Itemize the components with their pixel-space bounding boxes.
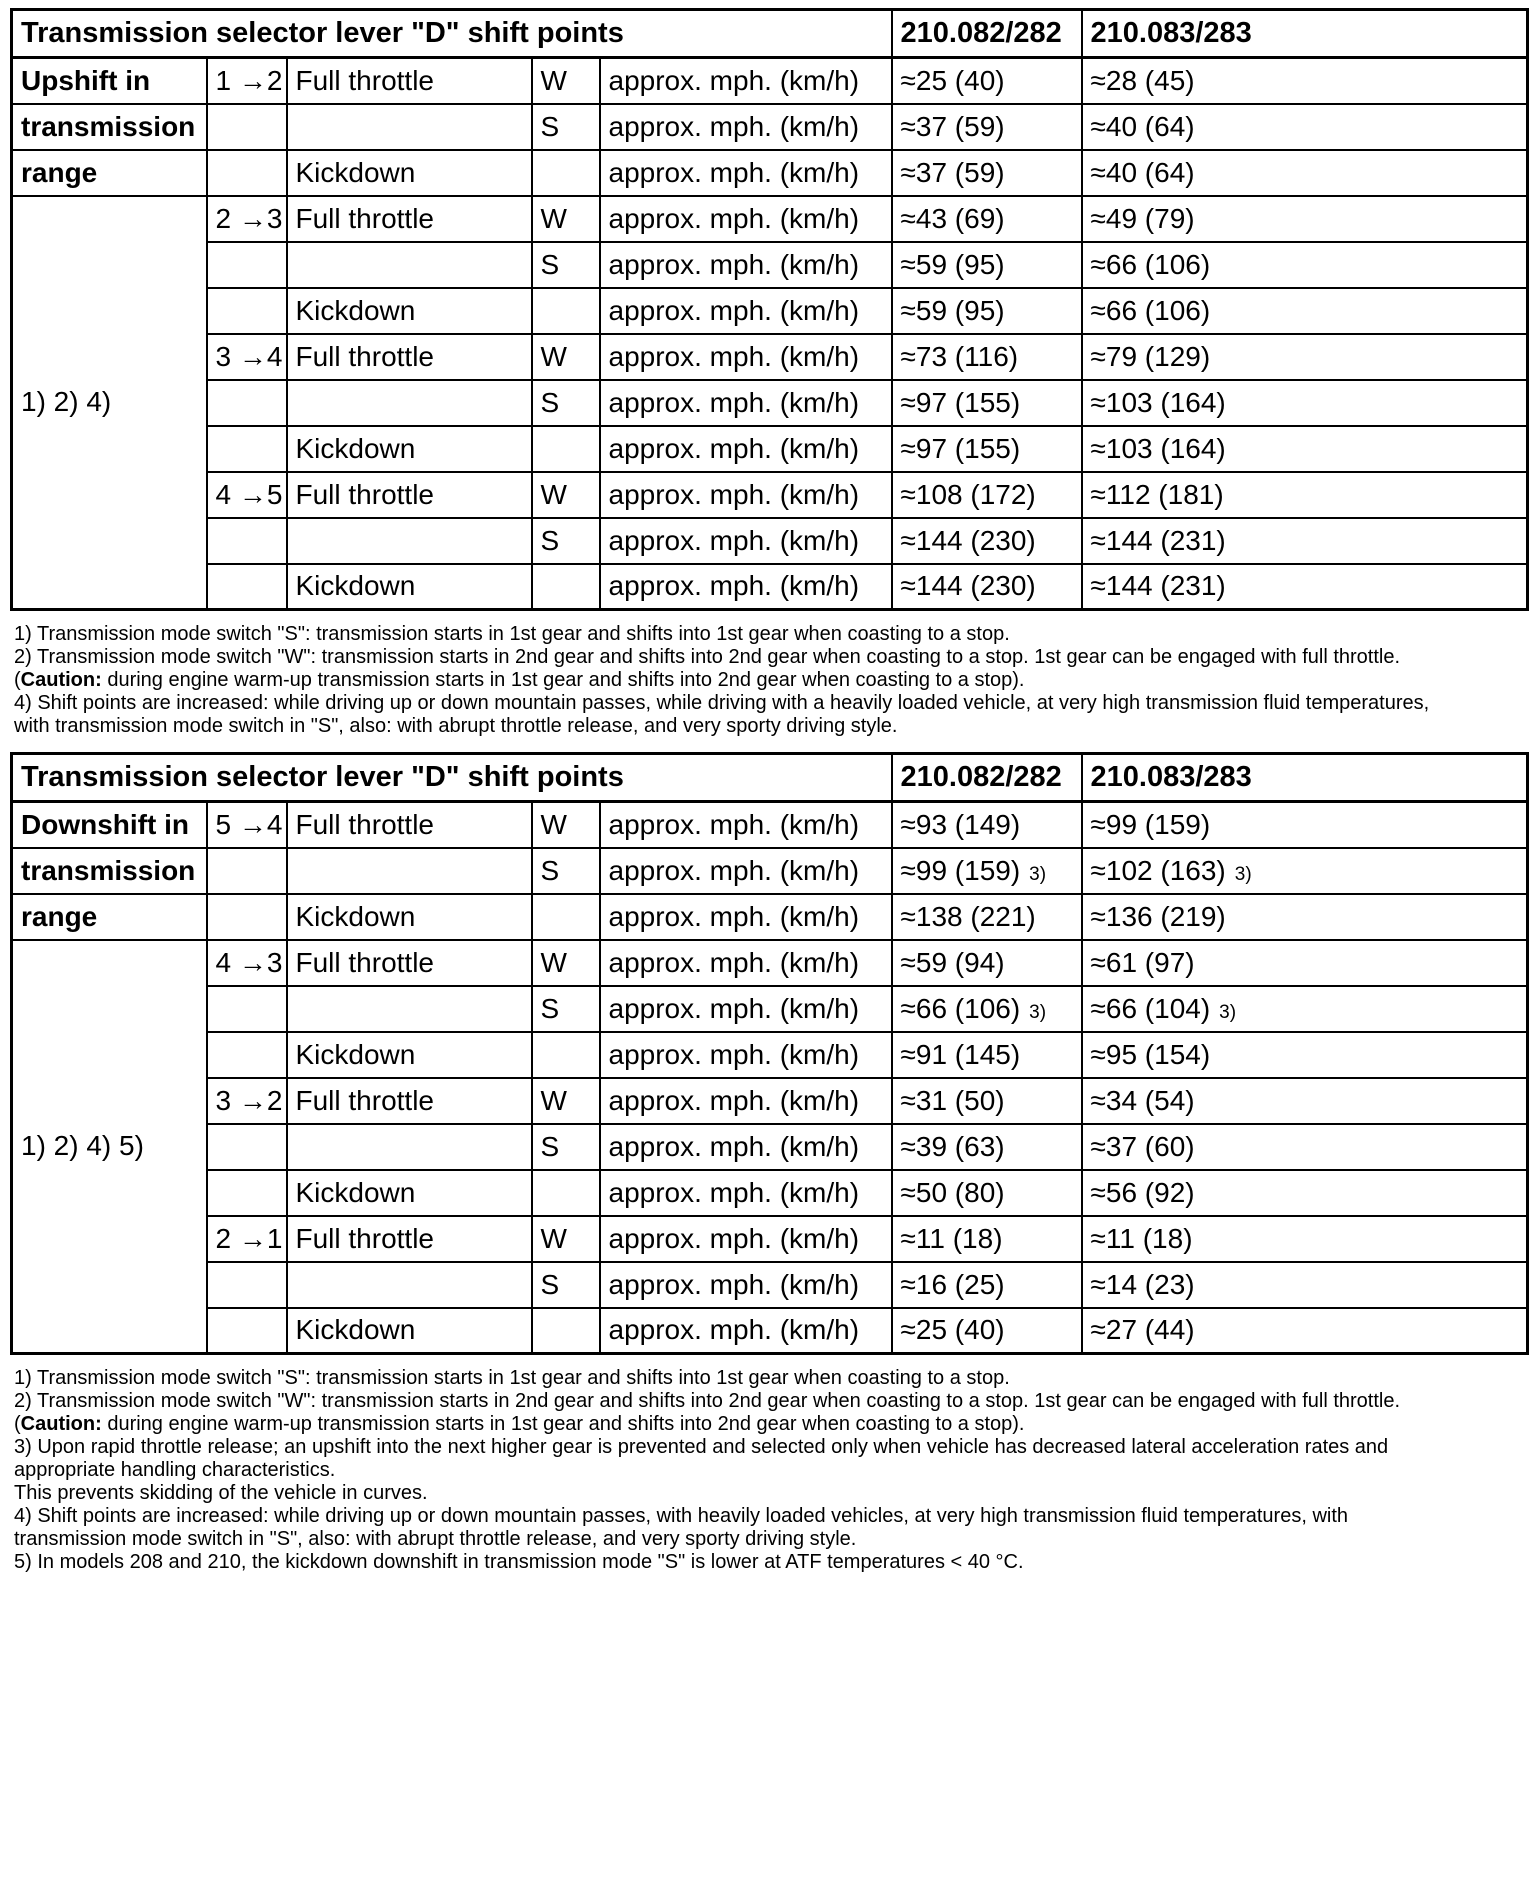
footnote-marker: 3) bbox=[1029, 1001, 1047, 1023]
footnote-text: during engine warm-up transmission starts in 1st gear and shifts into 2nd gear when coasting to a stop). bbox=[101, 669, 1025, 691]
unit-cell: approx. mph. (km/h) bbox=[600, 242, 892, 288]
throttle-condition-cell bbox=[287, 380, 532, 426]
footnote-marker: 3) bbox=[1219, 1001, 1237, 1023]
throttle-condition-cell: Full throttle bbox=[287, 334, 532, 380]
shift-speed-value: ≈59 (95) bbox=[900, 248, 1005, 280]
value-cell-210083 bbox=[1082, 802, 1528, 848]
value-cell-210082 bbox=[892, 472, 1082, 518]
table-row bbox=[12, 1262, 1528, 1308]
unit-cell: approx. mph. (km/h) bbox=[600, 426, 892, 472]
shift-speed-value: ≈40 (64) bbox=[1090, 110, 1195, 142]
table-row bbox=[12, 1308, 1528, 1354]
value-cell-210083 bbox=[1082, 104, 1528, 150]
table-row bbox=[12, 150, 1528, 196]
footnote-ref-cell: 1) 2) 4) 5) bbox=[12, 940, 207, 1354]
downshift-footnotes bbox=[14, 1367, 1526, 1574]
footnote-text: This prevents skidding of the vehicle in curves. bbox=[14, 1482, 428, 1504]
value-cell-210083 bbox=[1082, 58, 1528, 104]
shift-speed-value: ≈73 (116) bbox=[900, 340, 1019, 372]
value-cell-210082 bbox=[892, 894, 1082, 940]
gear-shift-cell: 4 →3 bbox=[207, 940, 287, 986]
footnote-text: Caution: bbox=[20, 1413, 102, 1435]
footnote-text: transmission mode switch in "S", also: with abrupt throttle release, and very sporty driving style. bbox=[14, 1528, 857, 1550]
throttle-condition-cell bbox=[287, 1124, 532, 1170]
range-label-cell: range bbox=[12, 894, 207, 940]
range-label-cell: transmission bbox=[12, 104, 207, 150]
shift-speed-value: ≈93 (149) bbox=[900, 808, 1021, 840]
manual-page bbox=[10, 8, 1526, 1574]
value-cell-210083 bbox=[1082, 1032, 1528, 1078]
shift-speed-value: ≈43 (69) bbox=[900, 202, 1005, 234]
footnote-marker: 3) bbox=[1234, 863, 1252, 885]
unit-cell: approx. mph. (km/h) bbox=[600, 1216, 892, 1262]
footnote-text: 2) Transmission mode switch "W": transmission starts in 2nd gear and shifts into 2nd gear when coasting to a stop. 1st gear can be engaged with full throttle. bbox=[14, 646, 1401, 668]
value-cell-210083 bbox=[1082, 1216, 1528, 1262]
table-row bbox=[12, 58, 1528, 104]
shift-speed-value: ≈99 (159) bbox=[1090, 808, 1211, 840]
value-cell-210082 bbox=[892, 196, 1082, 242]
mode-switch-cell: S bbox=[532, 1262, 600, 1308]
range-label-cell: Upshift in bbox=[12, 58, 207, 104]
table-row bbox=[12, 1078, 1528, 1124]
gear-shift-cell: 4 →5 bbox=[207, 472, 287, 518]
throttle-condition-cell: Kickdown bbox=[287, 150, 532, 196]
footnote-text: with transmission mode switch in "S", also: with abrupt throttle release, and very sporty driving style. bbox=[14, 715, 898, 737]
shift-speed-value: ≈31 (50) bbox=[900, 1084, 1005, 1116]
shift-speed-value: ≈37 (60) bbox=[1090, 1130, 1195, 1162]
value-cell-210083 bbox=[1082, 940, 1528, 986]
value-cell-210083 bbox=[1082, 1078, 1528, 1124]
footnote-line bbox=[14, 646, 1526, 669]
table-row bbox=[12, 1032, 1528, 1078]
table-header-row bbox=[12, 10, 1528, 58]
shift-speed-value: ≈138 (221) bbox=[900, 900, 1036, 932]
gear-shift-cell: 2 →3 bbox=[207, 196, 287, 242]
table-row bbox=[12, 288, 1528, 334]
shift-speed-value: ≈11 (18) bbox=[1090, 1222, 1193, 1254]
gear-shift-cell: 3 →2 bbox=[207, 1078, 287, 1124]
upshift-footnotes bbox=[14, 623, 1526, 738]
shift-speed-value: ≈14 (23) bbox=[1090, 1268, 1195, 1300]
unit-cell: approx. mph. (km/h) bbox=[600, 472, 892, 518]
gear-shift-cell: 5 →4 bbox=[207, 802, 287, 848]
value-cell-210082 bbox=[892, 150, 1082, 196]
value-cell-210083 bbox=[1082, 380, 1528, 426]
throttle-condition-cell bbox=[287, 242, 532, 288]
unit-cell: approx. mph. (km/h) bbox=[600, 58, 892, 104]
value-cell-210082 bbox=[892, 564, 1082, 610]
value-cell-210082 bbox=[892, 242, 1082, 288]
footnote-line bbox=[14, 1482, 1526, 1505]
mode-switch-cell bbox=[532, 564, 600, 610]
shift-speed-value: ≈49 (79) bbox=[1090, 202, 1195, 234]
shift-speed-value: ≈66 (106) bbox=[1090, 294, 1211, 326]
table-row bbox=[12, 426, 1528, 472]
table-row bbox=[12, 518, 1528, 564]
mode-switch-cell: W bbox=[532, 58, 600, 104]
shift-speed-value: ≈91 (145) bbox=[900, 1038, 1021, 1070]
mode-switch-cell bbox=[532, 1032, 600, 1078]
table-row bbox=[12, 802, 1528, 848]
shift-speed-value: ≈39 (63) bbox=[900, 1130, 1005, 1162]
table-row bbox=[12, 940, 1528, 986]
mode-switch-cell bbox=[532, 1308, 600, 1354]
footnote-marker: 3) bbox=[1029, 863, 1047, 885]
shift-speed-value: ≈144 (230) bbox=[900, 524, 1036, 556]
table-row bbox=[12, 472, 1528, 518]
mode-switch-cell: W bbox=[532, 940, 600, 986]
shift-speed-value: ≈97 (155) bbox=[900, 386, 1021, 418]
footnote-ref-cell: 1) 2) 4) bbox=[12, 196, 207, 610]
gear-shift-cell bbox=[207, 564, 287, 610]
value-cell-210083 bbox=[1082, 196, 1528, 242]
table-title: Transmission selector lever "D" shift points bbox=[12, 10, 892, 58]
shift-speed-value: ≈25 (40) bbox=[900, 64, 1005, 96]
value-cell-210082 bbox=[892, 1216, 1082, 1262]
table-row bbox=[12, 986, 1528, 1032]
value-cell-210083 bbox=[1082, 1124, 1528, 1170]
throttle-condition-cell bbox=[287, 1262, 532, 1308]
value-cell-210082 bbox=[892, 1032, 1082, 1078]
footnote-text: 4) Shift points are increased: while driving up or down mountain passes, with heavily loaded vehicles, at very high transmission fluid temperatures, with bbox=[14, 1505, 1349, 1527]
footnote-line bbox=[14, 1390, 1526, 1413]
column-header-210082: 210.082/282 bbox=[892, 754, 1082, 802]
value-cell-210082 bbox=[892, 1124, 1082, 1170]
value-cell-210083 bbox=[1082, 242, 1528, 288]
throttle-condition-cell bbox=[287, 518, 532, 564]
shift-speed-value: ≈97 (155) bbox=[900, 432, 1021, 464]
footnote-text: during engine warm-up transmission starts in 1st gear and shifts into 2nd gear when coasting to a stop). bbox=[101, 1413, 1025, 1435]
table-row bbox=[12, 564, 1528, 610]
shift-speed-value: ≈79 (129) bbox=[1090, 340, 1211, 372]
footnote-text: 1) Transmission mode switch "S": transmission starts in 1st gear and shifts into 1st gear when coasting to a stop. bbox=[14, 623, 1010, 645]
unit-cell: approx. mph. (km/h) bbox=[600, 288, 892, 334]
mode-switch-cell bbox=[532, 288, 600, 334]
value-cell-210083 bbox=[1082, 1170, 1528, 1216]
unit-cell: approx. mph. (km/h) bbox=[600, 150, 892, 196]
value-cell-210083 bbox=[1082, 564, 1528, 610]
gear-shift-cell bbox=[207, 1262, 287, 1308]
value-cell-210082 bbox=[892, 1170, 1082, 1216]
value-cell-210082 bbox=[892, 1078, 1082, 1124]
mode-switch-cell: S bbox=[532, 986, 600, 1032]
shift-speed-value: ≈37 (59) bbox=[900, 110, 1005, 142]
shift-speed-value: ≈103 (164) bbox=[1090, 386, 1226, 418]
unit-cell: approx. mph. (km/h) bbox=[600, 334, 892, 380]
shift-speed-value: ≈144 (230) bbox=[900, 570, 1036, 602]
throttle-condition-cell: Full throttle bbox=[287, 196, 532, 242]
shift-speed-value: ≈66 (106) bbox=[900, 992, 1021, 1024]
mode-switch-cell: S bbox=[532, 1124, 600, 1170]
shift-speed-value: ≈66 (106) bbox=[1090, 248, 1211, 280]
table-row bbox=[12, 334, 1528, 380]
shift-speed-value: ≈11 (18) bbox=[900, 1222, 1003, 1254]
unit-cell: approx. mph. (km/h) bbox=[600, 564, 892, 610]
gear-shift-cell: 3 →4 bbox=[207, 334, 287, 380]
value-cell-210083 bbox=[1082, 288, 1528, 334]
value-cell-210082 bbox=[892, 1262, 1082, 1308]
table-title: Transmission selector lever "D" shift points bbox=[12, 754, 892, 802]
shift-speed-value: ≈56 (92) bbox=[1090, 1176, 1195, 1208]
mode-switch-cell: S bbox=[532, 518, 600, 564]
mode-switch-cell: W bbox=[532, 802, 600, 848]
gear-shift-cell bbox=[207, 150, 287, 196]
footnote-text: ( bbox=[14, 669, 21, 691]
shift-speed-value: ≈59 (94) bbox=[900, 946, 1005, 978]
shift-speed-value: ≈59 (95) bbox=[900, 294, 1005, 326]
shift-speed-value: ≈136 (219) bbox=[1090, 900, 1226, 932]
footnote-text: 2) Transmission mode switch "W": transmission starts in 2nd gear and shifts into 2nd gear when coasting to a stop. 1st gear can be engaged with full throttle. bbox=[14, 1390, 1401, 1412]
value-cell-210082 bbox=[892, 940, 1082, 986]
table-row bbox=[12, 104, 1528, 150]
value-cell-210083 bbox=[1082, 426, 1528, 472]
gear-shift-cell bbox=[207, 894, 287, 940]
shift-speed-value: ≈37 (59) bbox=[900, 156, 1005, 188]
throttle-condition-cell: Kickdown bbox=[287, 1308, 532, 1354]
throttle-condition-cell: Kickdown bbox=[287, 426, 532, 472]
footnote-text: ( bbox=[14, 1413, 21, 1435]
value-cell-210083 bbox=[1082, 472, 1528, 518]
shift-speed-value: ≈99 (159) bbox=[900, 854, 1021, 886]
throttle-condition-cell: Kickdown bbox=[287, 564, 532, 610]
mode-switch-cell: S bbox=[532, 242, 600, 288]
footnote-line bbox=[14, 715, 1526, 738]
value-cell-210082 bbox=[892, 426, 1082, 472]
throttle-condition-cell: Full throttle bbox=[287, 58, 532, 104]
column-header-210083: 210.083/283 bbox=[1082, 10, 1528, 58]
footnote-line bbox=[14, 1505, 1526, 1528]
shift-speed-value: ≈25 (40) bbox=[900, 1314, 1005, 1346]
shift-speed-value: ≈40 (64) bbox=[1090, 156, 1195, 188]
unit-cell: approx. mph. (km/h) bbox=[600, 196, 892, 242]
gear-shift-cell bbox=[207, 104, 287, 150]
range-label-cell: range bbox=[12, 150, 207, 196]
shift-speed-value: ≈112 (181) bbox=[1090, 478, 1224, 510]
table-row bbox=[12, 196, 1528, 242]
column-header-210083: 210.083/283 bbox=[1082, 754, 1528, 802]
unit-cell: approx. mph. (km/h) bbox=[600, 1078, 892, 1124]
gear-shift-cell bbox=[207, 1170, 287, 1216]
unit-cell: approx. mph. (km/h) bbox=[600, 1170, 892, 1216]
shift-speed-value: ≈95 (154) bbox=[1090, 1038, 1211, 1070]
footnote-line bbox=[14, 1413, 1526, 1436]
mode-switch-cell: W bbox=[532, 334, 600, 380]
shift-speed-value: ≈61 (97) bbox=[1090, 946, 1195, 978]
throttle-condition-cell: Kickdown bbox=[287, 1032, 532, 1078]
value-cell-210082 bbox=[892, 104, 1082, 150]
unit-cell: approx. mph. (km/h) bbox=[600, 380, 892, 426]
shift-speed-value: ≈144 (231) bbox=[1090, 570, 1226, 602]
gear-shift-cell bbox=[207, 426, 287, 472]
shift-speed-value: ≈103 (164) bbox=[1090, 432, 1226, 464]
unit-cell: approx. mph. (km/h) bbox=[600, 1032, 892, 1078]
mode-switch-cell bbox=[532, 150, 600, 196]
table-row bbox=[12, 1124, 1528, 1170]
unit-cell: approx. mph. (km/h) bbox=[600, 802, 892, 848]
throttle-condition-cell: Full throttle bbox=[287, 802, 532, 848]
footnote-line bbox=[14, 669, 1526, 692]
throttle-condition-cell: Full throttle bbox=[287, 1078, 532, 1124]
gear-shift-cell bbox=[207, 1032, 287, 1078]
gear-shift-cell bbox=[207, 986, 287, 1032]
gear-shift-cell bbox=[207, 518, 287, 564]
footnote-line bbox=[14, 1528, 1526, 1551]
throttle-condition-cell bbox=[287, 104, 532, 150]
mode-switch-cell: W bbox=[532, 1078, 600, 1124]
table-row bbox=[12, 894, 1528, 940]
value-cell-210082 bbox=[892, 986, 1082, 1032]
gear-shift-cell bbox=[207, 288, 287, 334]
shift-speed-value: ≈16 (25) bbox=[900, 1268, 1005, 1300]
table-header-row bbox=[12, 754, 1528, 802]
gear-shift-cell bbox=[207, 1124, 287, 1170]
shift-speed-value: ≈108 (172) bbox=[900, 478, 1036, 510]
value-cell-210083 bbox=[1082, 518, 1528, 564]
gear-shift-cell: 1 →2 bbox=[207, 58, 287, 104]
mode-switch-cell: S bbox=[532, 380, 600, 426]
shift-speed-value: ≈27 (44) bbox=[1090, 1314, 1195, 1346]
value-cell-210082 bbox=[892, 288, 1082, 334]
throttle-condition-cell bbox=[287, 986, 532, 1032]
throttle-condition-cell: Kickdown bbox=[287, 894, 532, 940]
table-row bbox=[12, 1216, 1528, 1262]
column-header-210082: 210.082/282 bbox=[892, 10, 1082, 58]
unit-cell: approx. mph. (km/h) bbox=[600, 1262, 892, 1308]
value-cell-210082 bbox=[892, 1308, 1082, 1354]
unit-cell: approx. mph. (km/h) bbox=[600, 986, 892, 1032]
mode-switch-cell bbox=[532, 1170, 600, 1216]
unit-cell: approx. mph. (km/h) bbox=[600, 940, 892, 986]
footnote-line bbox=[14, 1436, 1526, 1459]
throttle-condition-cell: Full throttle bbox=[287, 1216, 532, 1262]
footnote-line bbox=[14, 1367, 1526, 1390]
range-label-cell: transmission bbox=[12, 848, 207, 894]
shift-speed-value: ≈144 (231) bbox=[1090, 524, 1226, 556]
value-cell-210082 bbox=[892, 334, 1082, 380]
throttle-condition-cell bbox=[287, 848, 532, 894]
footnote-text: 1) Transmission mode switch "S": transmission starts in 1st gear and shifts into 1st gear when coasting to a stop. bbox=[14, 1367, 1010, 1389]
upshift-table bbox=[10, 8, 1529, 611]
footnote-text: 4) Shift points are increased: while driving up or down mountain passes, while driving with a heavily loaded vehicle, at very high transmission fluid temperatures, bbox=[14, 692, 1430, 714]
footnote-line bbox=[14, 692, 1526, 715]
value-cell-210083 bbox=[1082, 848, 1528, 894]
downshift-section bbox=[10, 752, 1526, 1355]
shift-speed-value: ≈34 (54) bbox=[1090, 1084, 1195, 1116]
gear-shift-cell bbox=[207, 242, 287, 288]
unit-cell: approx. mph. (km/h) bbox=[600, 518, 892, 564]
unit-cell: approx. mph. (km/h) bbox=[600, 1308, 892, 1354]
shift-speed-value: ≈66 (104) bbox=[1090, 992, 1211, 1024]
footnote-text: Caution: bbox=[20, 669, 102, 691]
upshift-section bbox=[10, 8, 1526, 611]
footnote-line bbox=[14, 1551, 1526, 1574]
gear-shift-cell bbox=[207, 1308, 287, 1354]
value-cell-210082 bbox=[892, 518, 1082, 564]
mode-switch-cell: W bbox=[532, 1216, 600, 1262]
gear-shift-cell bbox=[207, 848, 287, 894]
value-cell-210082 bbox=[892, 802, 1082, 848]
shift-speed-value: ≈50 (80) bbox=[900, 1176, 1005, 1208]
mode-switch-cell: W bbox=[532, 472, 600, 518]
value-cell-210083 bbox=[1082, 150, 1528, 196]
unit-cell: approx. mph. (km/h) bbox=[600, 104, 892, 150]
value-cell-210083 bbox=[1082, 1262, 1528, 1308]
value-cell-210082 bbox=[892, 848, 1082, 894]
mode-switch-cell: S bbox=[532, 848, 600, 894]
footnote-text: 3) Upon rapid throttle release; an upshift into the next higher gear is prevented and selected only when vehicle has decreased lateral acceleration rates and bbox=[14, 1436, 1389, 1458]
gear-shift-cell: 2 →1 bbox=[207, 1216, 287, 1262]
downshift-table bbox=[10, 752, 1529, 1355]
mode-switch-cell: S bbox=[532, 104, 600, 150]
throttle-condition-cell: Kickdown bbox=[287, 288, 532, 334]
footnote-text: 5) In models 208 and 210, the kickdown downshift in transmission mode "S" is lower at ATF temperatures < 40 °C. bbox=[14, 1551, 1024, 1573]
mode-switch-cell bbox=[532, 426, 600, 472]
value-cell-210082 bbox=[892, 380, 1082, 426]
shift-speed-value: ≈28 (45) bbox=[1090, 64, 1195, 96]
mode-switch-cell: W bbox=[532, 196, 600, 242]
footnote-text: appropriate handling characteristics. bbox=[14, 1459, 336, 1481]
unit-cell: approx. mph. (km/h) bbox=[600, 848, 892, 894]
shift-speed-value: ≈102 (163) bbox=[1090, 854, 1226, 886]
throttle-condition-cell: Full throttle bbox=[287, 940, 532, 986]
value-cell-210083 bbox=[1082, 1308, 1528, 1354]
value-cell-210083 bbox=[1082, 894, 1528, 940]
unit-cell: approx. mph. (km/h) bbox=[600, 894, 892, 940]
mode-switch-cell bbox=[532, 894, 600, 940]
value-cell-210082 bbox=[892, 58, 1082, 104]
throttle-condition-cell: Full throttle bbox=[287, 472, 532, 518]
footnote-line bbox=[14, 623, 1526, 646]
table-row bbox=[12, 242, 1528, 288]
footnote-line bbox=[14, 1459, 1526, 1482]
range-label-cell: Downshift in bbox=[12, 802, 207, 848]
unit-cell: approx. mph. (km/h) bbox=[600, 1124, 892, 1170]
table-row bbox=[12, 1170, 1528, 1216]
throttle-condition-cell: Kickdown bbox=[287, 1170, 532, 1216]
value-cell-210083 bbox=[1082, 986, 1528, 1032]
gear-shift-cell bbox=[207, 380, 287, 426]
table-row bbox=[12, 380, 1528, 426]
table-row bbox=[12, 848, 1528, 894]
value-cell-210083 bbox=[1082, 334, 1528, 380]
